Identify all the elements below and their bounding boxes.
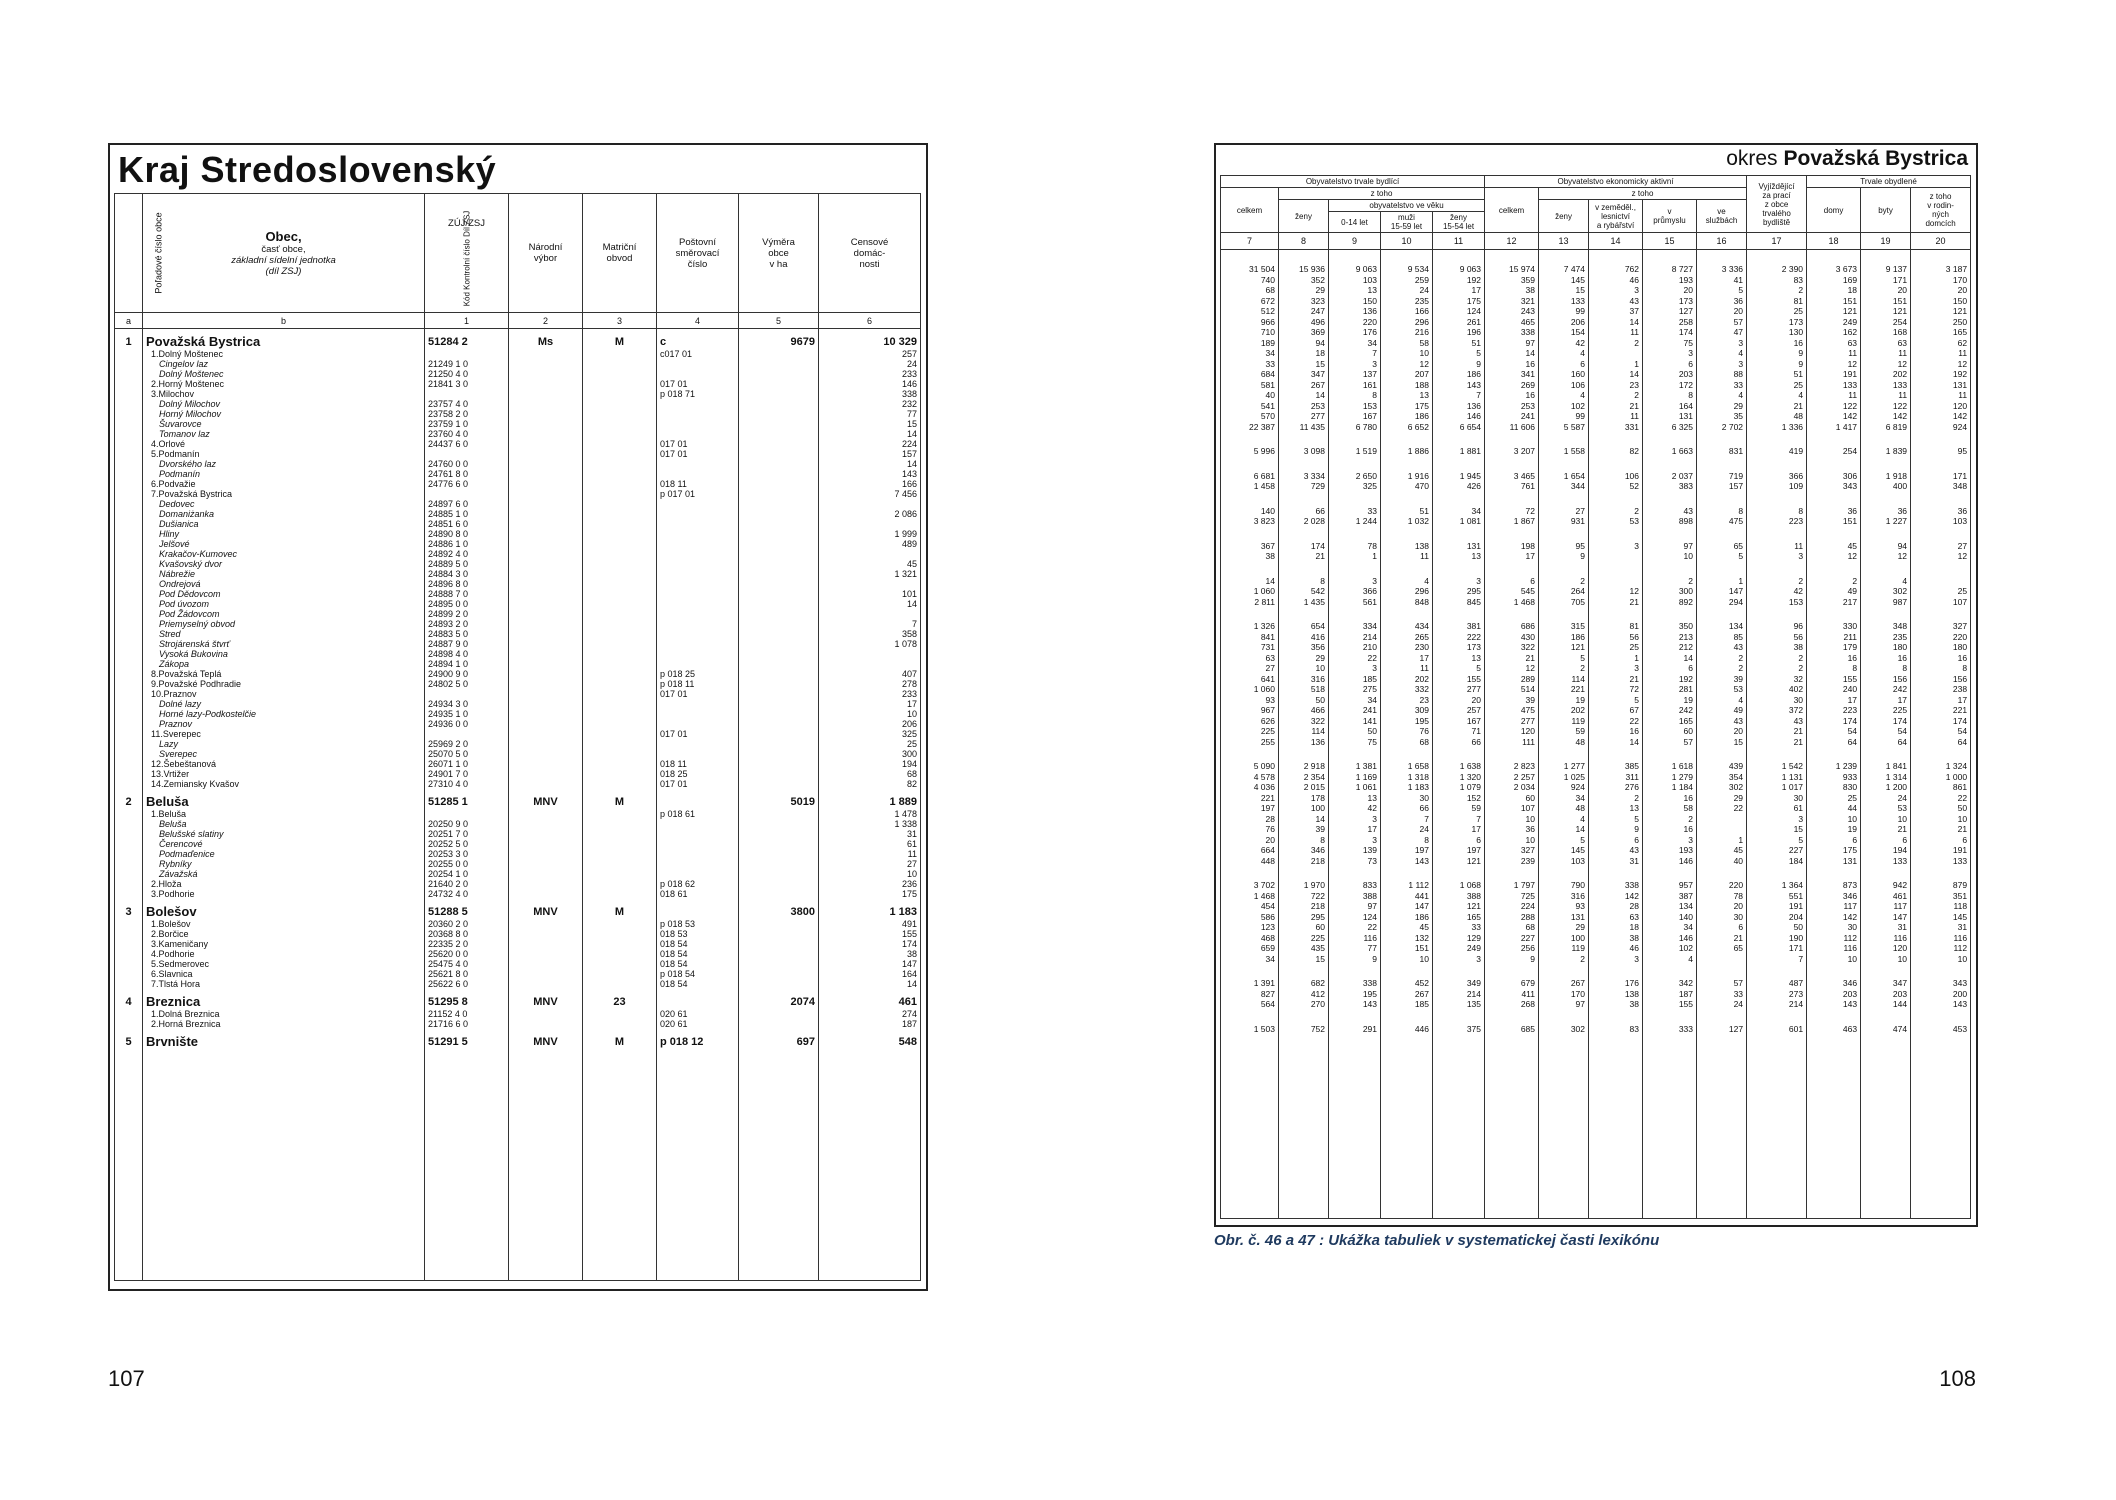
header-row-4: 0-14 let muži 15-59 let ženy 15-54 let xyxy=(1221,212,1971,233)
municipality-row: Hliny 24890 8 0 1 999 xyxy=(115,529,921,539)
header-row-3: ženy obyvatelstvo ve věku ženy v zeměděl., lesnictví a rybářství v průmyslu ve službách xyxy=(1221,200,1971,212)
municipality-row: 3.Podhorie 24732 4 0 018 61 175 xyxy=(115,889,921,899)
municipality-row: 3 Bolešov 51288 5 MNV M 3800 1 183 xyxy=(115,899,921,919)
municipality-row: Horné lazy-Podkostelčie 24935 1 0 10 xyxy=(115,709,921,719)
municipality-row: Nábrežie 24884 3 0 1 321 xyxy=(115,569,921,579)
municipality-row: 1 Považská Bystrica 51284 2 Ms M c 9679 10 329 xyxy=(115,329,921,350)
population-row: 731 356 210 230 173 322 121 25 212 43 38 179 180 180 xyxy=(1221,642,1971,653)
municipality-row: 2.Horná Breznica 21716 6 0 020 61 187 xyxy=(115,1019,921,1029)
population-row xyxy=(1221,492,1971,506)
population-row: 684 347 137 207 186 341 160 14 203 88 51 191 202 192 xyxy=(1221,369,1971,380)
population-row: 1 060 542 366 296 295 545 264 12 300 147 42 49 302 25 xyxy=(1221,586,1971,597)
population-row: 5 090 2 918 1 381 1 658 1 638 2 823 1 277 385 1 618 439 1 542 1 239 1 841 1 324 xyxy=(1221,761,1971,772)
population-row: 512 247 136 166 124 243 99 37 127 20 25 121 121 121 xyxy=(1221,306,1971,317)
population-row: 28 14 3 7 7 10 4 5 2 3 10 10 10 xyxy=(1221,814,1971,825)
municipality-table xyxy=(114,193,921,1281)
population-row: 570 277 167 186 146 241 99 11 131 35 48 142 142 142 xyxy=(1221,411,1971,422)
municipality-row: 1.Beluša p 018 61 1 478 xyxy=(115,809,921,819)
population-row: 31 504 15 936 9 063 9 534 9 063 15 974 7 474 762 8 727 3 336 2 390 3 673 9 137 3 187 xyxy=(1221,264,1971,275)
population-row: 189 94 34 58 51 97 42 2 75 3 16 63 63 62 xyxy=(1221,338,1971,349)
population-row: 225 114 50 76 71 120 59 16 60 20 21 54 54 54 xyxy=(1221,726,1971,737)
header-registry: Matriční obvod xyxy=(583,194,657,313)
page-number-right: 108 xyxy=(1939,1366,1976,1391)
municipality-row: Pod Dědovcom 24888 7 0 101 xyxy=(115,589,921,599)
column-letter-row: a b 1 2 3 4 5 6 xyxy=(115,313,921,329)
header-row-2: celkem z toho celkem z toho domy byty z toho v rodin- ných domcích xyxy=(1221,188,1971,200)
municipality-row: Čerencové 20252 5 0 61 xyxy=(115,839,921,849)
page-number-left: 107 xyxy=(108,1366,145,1391)
municipality-row: 8.Považská Teplá 24900 9 0 p 018 25 407 xyxy=(115,669,921,679)
population-row: 659 435 77 151 249 256 119 46 102 65 171 116 120 112 xyxy=(1221,943,1971,954)
population-row: 1 458 729 325 470 426 761 344 52 383 157 109 343 400 348 xyxy=(1221,481,1971,492)
municipality-row: Rybníky 20255 0 0 27 xyxy=(115,859,921,869)
header-municipality: Obec, časť obce, základní sídelní jednotka (díl ZSJ) xyxy=(143,194,425,313)
population-row: 841 416 214 265 222 430 186 56 213 85 56 211 235 220 xyxy=(1221,632,1971,643)
header-postal-code: Poštovní směrovací číslo xyxy=(657,194,739,313)
population-row: 827 412 195 267 214 411 170 138 187 33 273 203 203 200 xyxy=(1221,989,1971,1000)
municipality-row: 4 Breznica 51295 8 MNV 23 2074 461 xyxy=(115,989,921,1009)
population-row: 76 39 17 24 17 36 14 9 16 15 19 21 21 xyxy=(1221,824,1971,835)
municipality-row: Priemyselný obvod 24893 2 0 7 xyxy=(115,619,921,629)
municipality-row: 2.Hloža 21640 2 0 p 018 62 236 xyxy=(115,879,921,889)
kraj-title: Kraj Stredoslovenský xyxy=(118,149,497,190)
municipality-row: Pod Žádovcom 24899 2 0 xyxy=(115,609,921,619)
header-area: Výměra obce v ha xyxy=(739,194,819,313)
population-row: 966 496 220 296 261 465 206 14 258 57 173 249 254 250 xyxy=(1221,317,1971,328)
municipality-row: Dvorského laz 24760 0 0 14 xyxy=(115,459,921,469)
municipality-row: Sverepec 25070 5 0 300 xyxy=(115,749,921,759)
population-row: 367 174 78 138 131 198 95 3 97 65 11 45 94 27 xyxy=(1221,541,1971,552)
population-row: 3 823 2 028 1 244 1 032 1 081 1 867 931 53 898 475 223 151 1 227 103 xyxy=(1221,516,1971,527)
municipality-row: 7.Tlstá Hora 25622 6 0 018 54 14 xyxy=(115,979,921,989)
municipality-row: Závažská 20254 1 0 10 xyxy=(115,869,921,879)
municipality-row: 7.Považská Bystrica p 017 01 7 456 xyxy=(115,489,921,499)
population-table xyxy=(1220,175,1971,1219)
municipality-row: 10.Praznov 017 01 233 xyxy=(115,689,921,699)
population-row: 14 8 3 4 3 6 2 2 1 2 2 4 xyxy=(1221,576,1971,587)
population-row: 221 178 13 30 152 60 34 2 16 29 30 25 24 22 xyxy=(1221,793,1971,804)
municipality-row: 14.Zemiansky Kvašov 27310 4 0 017 01 82 xyxy=(115,779,921,789)
population-row: 586 295 124 186 165 288 131 63 140 30 204 142 147 145 xyxy=(1221,912,1971,923)
municipality-row: 2.Horný Moštenec 21841 3 0 017 01 146 xyxy=(115,379,921,389)
header-row-1: Obyvatelstvo trvale bydlící Obyvatelstvo ekonomicky aktivní Vyjíždějící za prací z obce trvalého bydliště Trvale obydlené xyxy=(1221,176,1971,188)
population-row: 967 466 241 309 257 475 202 67 242 49 372 223 225 221 xyxy=(1221,705,1971,716)
municipality-row: 5.Sedmerovec 25475 4 0 018 54 147 xyxy=(115,959,921,969)
population-row: 626 322 141 195 167 277 119 22 165 43 43 174 174 174 xyxy=(1221,716,1971,727)
population-row xyxy=(1221,432,1971,446)
header-national-committee: Národní výbor xyxy=(509,194,583,313)
municipality-row: Praznov 24936 0 0 206 xyxy=(115,719,921,729)
population-row xyxy=(1221,866,1971,880)
population-row: 564 270 143 185 135 268 97 38 155 24 214 143 144 143 xyxy=(1221,999,1971,1010)
population-row: 468 225 116 132 129 227 100 38 146 21 190 112 116 116 xyxy=(1221,933,1971,944)
population-row: 2 811 1 435 561 848 845 1 468 705 21 892 294 153 217 987 107 xyxy=(1221,597,1971,608)
population-row: 6 681 3 334 2 650 1 916 1 945 3 465 1 654 106 2 037 719 366 306 1 918 171 xyxy=(1221,471,1971,482)
municipality-row: Dolný Moštenec 21250 4 0 233 xyxy=(115,369,921,379)
population-row: 1 503 752 291 446 375 685 302 83 333 127 601 463 474 453 xyxy=(1221,1024,1971,1035)
population-row: 664 346 139 197 197 327 145 43 193 45 227 175 194 191 xyxy=(1221,845,1971,856)
municipality-row: Pod úvozom 24895 0 0 14 xyxy=(115,599,921,609)
population-row: 641 316 185 202 155 289 114 21 192 39 32 155 156 156 xyxy=(1221,674,1971,685)
municipality-row: 13.Vrtižer 24901 7 0 018 25 68 xyxy=(115,769,921,779)
municipality-row: 2 Beluša 51285 1 MNV M 5019 1 889 xyxy=(115,789,921,809)
population-row xyxy=(1221,747,1971,761)
population-row: 38 21 1 11 13 17 9 10 5 3 12 12 12 xyxy=(1221,551,1971,562)
population-row: 454 218 97 147 121 224 93 28 134 20 191 117 117 118 xyxy=(1221,901,1971,912)
municipality-row: Podmanín 24761 8 0 143 xyxy=(115,469,921,479)
population-row: 27 10 3 11 5 12 2 3 6 2 2 8 8 8 xyxy=(1221,663,1971,674)
population-row: 40 14 8 13 7 16 4 2 8 4 4 11 11 11 xyxy=(1221,390,1971,401)
population-row: 4 578 2 354 1 169 1 318 1 320 2 257 1 025 311 1 279 354 1 131 933 1 314 1 000 xyxy=(1221,772,1971,783)
right-page-scan xyxy=(1214,143,1978,1227)
municipality-row: 11.Sverepec 017 01 325 xyxy=(115,729,921,739)
municipality-row: 5.Podmanín 017 01 157 xyxy=(115,449,921,459)
municipality-row: 1.Bolešov 20360 2 0 p 018 53 491 xyxy=(115,919,921,929)
header-row xyxy=(115,194,921,313)
population-row: 1 060 518 275 332 277 514 221 72 281 53 402 240 242 238 xyxy=(1221,684,1971,695)
population-row: 581 267 161 188 143 269 106 23 172 33 25 133 133 131 xyxy=(1221,380,1971,391)
municipality-row: 2.Borčice 20368 8 0 018 53 155 xyxy=(115,929,921,939)
population-row: 93 50 34 23 20 39 19 5 19 4 30 17 17 17 xyxy=(1221,695,1971,706)
population-row: 34 15 9 10 3 9 2 3 4 7 10 10 10 xyxy=(1221,954,1971,965)
population-row: 3 702 1 970 833 1 112 1 068 1 797 790 338 957 220 1 364 873 942 879 xyxy=(1221,880,1971,891)
municipality-row: Dolný Milochov 23757 4 0 232 xyxy=(115,399,921,409)
municipality-row: 6.Podvažie 24776 6 0 018 11 166 xyxy=(115,479,921,489)
population-row: 255 136 75 68 66 111 48 14 57 15 21 64 64 64 xyxy=(1221,737,1971,748)
population-row: 710 369 176 216 196 338 154 11 174 47 130 162 168 165 xyxy=(1221,327,1971,338)
municipality-row: Kvašovský dvor 24889 5 0 45 xyxy=(115,559,921,569)
column-number-row: 7 8 9 10 11 12 13 14 15 16 17 18 19 20 xyxy=(1221,233,1971,250)
municipality-row: 3.Kameničany 22335 2 0 018 54 174 xyxy=(115,939,921,949)
left-page-scan xyxy=(108,143,928,1291)
population-row xyxy=(1221,1010,1971,1024)
municipality-row: 6.Slavnica 25621 8 0 p 018 54 164 xyxy=(115,969,921,979)
population-row: 1 326 654 334 434 381 686 315 81 350 134 96 330 348 327 xyxy=(1221,621,1971,632)
municipality-row: Vysoká Bukovina 24898 4 0 xyxy=(115,649,921,659)
municipality-row: 9.Považské Podhradie 24802 5 0 p 018 11 278 xyxy=(115,679,921,689)
population-row: 1 468 722 388 441 388 725 316 142 387 78 551 346 461 351 xyxy=(1221,891,1971,902)
header-households: Censové domác- nosti xyxy=(819,194,921,313)
municipality-row: Stred 24883 5 0 358 xyxy=(115,629,921,639)
population-row xyxy=(1221,562,1971,576)
municipality-row: Beluša 20250 9 0 1 338 xyxy=(115,819,921,829)
municipality-row: Strojárenská štvrť 24887 9 0 1 078 xyxy=(115,639,921,649)
municipality-row: Lazy 25969 2 0 25 xyxy=(115,739,921,749)
population-row: 197 100 42 66 59 107 48 13 58 22 61 44 53 50 xyxy=(1221,803,1971,814)
population-row: 34 18 7 10 5 14 4 3 4 9 11 11 11 xyxy=(1221,348,1971,359)
municipality-row: Podmaďenice 20253 3 0 11 xyxy=(115,849,921,859)
municipality-row: Domaniżanka 24885 1 0 2 086 xyxy=(115,509,921,519)
municipality-row: Dolné lazy 24934 3 0 17 xyxy=(115,699,921,709)
population-row xyxy=(1221,964,1971,978)
municipality-row: Ondrejová 24896 8 0 xyxy=(115,579,921,589)
municipality-row: Zákopa 24894 1 0 xyxy=(115,659,921,669)
population-row xyxy=(1221,457,1971,471)
municipality-row: 12.Šebeštanová 26071 1 0 018 11 194 xyxy=(115,759,921,769)
population-row xyxy=(1221,527,1971,541)
municipality-row: Krakačov-Kumovec 24892 4 0 xyxy=(115,549,921,559)
municipality-row: Horný Milochov 23758 2 0 77 xyxy=(115,409,921,419)
population-row: 140 66 33 51 34 72 27 2 43 8 8 36 36 36 xyxy=(1221,506,1971,517)
okres-title: okres Považská Bystrica xyxy=(1726,147,1968,170)
municipality-row: 4.Podhorie 25620 0 0 018 54 38 xyxy=(115,949,921,959)
municipality-row: 4.Orlové 24437 6 0 017 01 224 xyxy=(115,439,921,449)
population-row: 63 29 22 17 13 21 5 1 14 2 2 16 16 16 xyxy=(1221,653,1971,664)
population-row: 33 15 3 12 9 16 6 1 6 3 9 12 12 12 xyxy=(1221,359,1971,370)
population-row: 4 036 2 015 1 061 1 183 1 079 2 034 924 276 1 184 302 1 017 830 1 200 861 xyxy=(1221,782,1971,793)
header-code: ZÚJ/ZSJ Kód Kontrolní číslo Díl ZSJ xyxy=(425,194,509,313)
municipality-row: Šuvarovce 23759 1 0 15 xyxy=(115,419,921,429)
header-serial-number: Poľadové číslo obce xyxy=(115,194,143,313)
municipality-row: Tomanov laz 23760 4 0 14 xyxy=(115,429,921,439)
population-row: 448 218 73 143 121 239 103 31 146 40 184 131 133 133 xyxy=(1221,856,1971,867)
population-row xyxy=(1221,607,1971,621)
municipality-row: Jelšové 24886 1 0 489 xyxy=(115,539,921,549)
population-row: 20 8 3 8 6 10 5 6 3 1 5 6 6 6 xyxy=(1221,835,1971,846)
municipality-row: Dedovec 24897 6 0 xyxy=(115,499,921,509)
municipality-row: Dušianica 24851 6 0 xyxy=(115,519,921,529)
municipality-row: Belušské slatiny 20251 7 0 31 xyxy=(115,829,921,839)
population-row: 22 387 11 435 6 780 6 652 6 654 11 606 5 587 331 6 325 2 702 1 336 1 417 6 819 924 xyxy=(1221,422,1971,433)
population-row: 740 352 103 259 192 359 145 46 193 41 83 169 171 170 xyxy=(1221,275,1971,286)
municipality-row: 1.Dolný Moštenec c017 01 257 xyxy=(115,349,921,359)
population-row: 672 323 150 235 175 321 133 43 173 36 81 151 151 150 xyxy=(1221,296,1971,307)
population-row: 68 29 13 24 17 38 15 3 20 5 2 18 20 20 xyxy=(1221,285,1971,296)
municipality-row: Cingelov laz 21249 1 0 24 xyxy=(115,359,921,369)
figure-caption: Obr. č. 46 a 47 : Ukážka tabuliek v systematickej časti lexikónu xyxy=(1214,1232,1660,1249)
municipality-row: 1.Dolná Breznica 21152 4 0 020 61 274 xyxy=(115,1009,921,1019)
municipality-row: 3.Milochov p 018 71 338 xyxy=(115,389,921,399)
population-row: 1 391 682 338 452 349 679 267 176 342 57 487 346 347 343 xyxy=(1221,978,1971,989)
population-row: 541 253 153 175 136 253 102 21 164 29 21 122 122 120 xyxy=(1221,401,1971,412)
population-row: 123 60 22 45 33 68 29 18 34 6 50 30 31 31 xyxy=(1221,922,1971,933)
municipality-row: 5 Brvnište 51291 5 MNV M p 018 12 697 548 xyxy=(115,1029,921,1049)
population-row xyxy=(1221,250,1971,265)
population-row: 5 996 3 098 1 519 1 886 1 881 3 207 1 558 82 1 663 831 419 254 1 839 95 xyxy=(1221,446,1971,457)
